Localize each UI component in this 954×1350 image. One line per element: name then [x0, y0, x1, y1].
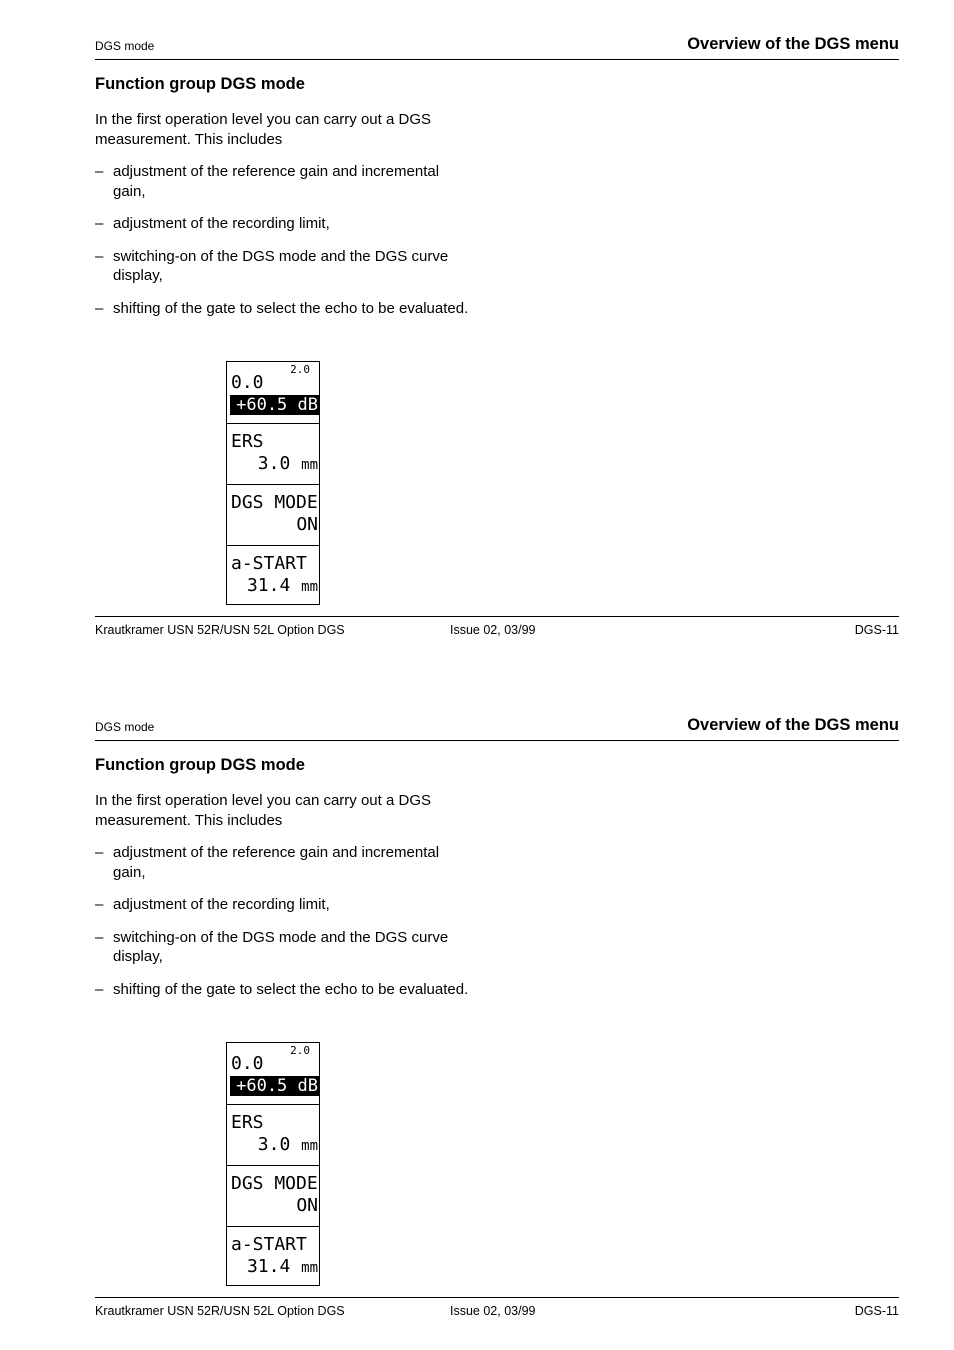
header-title: Overview of the DGS menu	[687, 35, 899, 53]
footer-issue: Issue 02, 03/99	[450, 623, 536, 637]
footer-product: Krautkramer USN 52R/USN 52L Option DGS	[95, 623, 345, 637]
manual-page-2	[0, 681, 954, 1341]
manual-page-1	[0, 0, 954, 660]
dgs-mode-value: ON	[296, 1195, 318, 1216]
a-start-cell	[227, 545, 319, 605]
footer-product: Krautkramer USN 52R/USN 52L Option DGS	[95, 1304, 345, 1318]
footer-page-number: DGS-11	[854, 1304, 899, 1318]
a-start-value: 31.4	[246, 1256, 291, 1277]
list-item: – switching-on of the DGS mode and the DGS curve display,	[95, 928, 449, 965]
dgs-mode-cell	[227, 1165, 319, 1226]
section-heading: Function group DGS mode	[95, 756, 305, 774]
footer-rule	[95, 616, 899, 617]
a-start-cell	[227, 1226, 319, 1286]
ers-label: ERS	[231, 1112, 264, 1133]
gain-total: +60.5 dB	[230, 1076, 320, 1096]
ers-value: 3.0	[257, 453, 291, 474]
footer-issue: Issue 02, 03/99	[450, 1304, 536, 1318]
dash-marker: –	[95, 928, 104, 946]
dgs-mode-cell	[227, 484, 319, 545]
a-start-value-row	[247, 577, 318, 596]
a-start-unit: mm	[301, 579, 318, 595]
dash-marker: –	[95, 299, 104, 317]
header-rule	[95, 740, 899, 741]
ers-cell	[227, 423, 319, 484]
gain-step: 2.0	[290, 1044, 310, 1057]
list-item: – adjustment of the recording limit,	[95, 215, 330, 232]
dash-marker: –	[95, 980, 104, 998]
list-item: – adjustment of the reference gain and incremental gain,	[95, 844, 440, 881]
list-item: – adjustment of the reference gain and incremental gain,	[95, 163, 440, 200]
section-heading: Function group DGS mode	[95, 75, 305, 93]
intro-paragraph: In the first operation level you can carry out a DGS measurement. This includes	[95, 111, 431, 148]
dash-marker: –	[95, 844, 104, 861]
dash-marker: –	[95, 247, 104, 265]
dgs-menu-display	[226, 1042, 320, 1286]
footer-rule	[95, 1297, 899, 1298]
gain-value: 0.0	[231, 1053, 264, 1074]
header-section: DGS mode	[95, 39, 155, 53]
a-start-value: 31.4	[246, 575, 291, 596]
footer-page-number: DGS-11	[854, 623, 899, 637]
gain-step: 2.0	[290, 363, 310, 376]
ers-cell	[227, 1104, 319, 1165]
dash-marker: –	[95, 163, 104, 180]
gain-value: 0.0	[231, 372, 264, 393]
a-start-label: a-START	[231, 553, 307, 574]
ers-value-row	[258, 455, 318, 474]
gain-cell	[227, 1043, 319, 1103]
dgs-mode-label: DGS MODE	[231, 492, 318, 513]
a-start-label: a-START	[231, 1234, 307, 1255]
intro-paragraph: In the first operation level you can carry out a DGS measurement. This includes	[95, 792, 431, 829]
gain-total: +60.5 dB	[230, 395, 320, 415]
header-title: Overview of the DGS menu	[687, 716, 899, 734]
list-item: – shifting of the gate to select the echo to be evaluated.	[95, 980, 469, 998]
ers-unit: mm	[301, 1138, 318, 1154]
dgs-mode-label: DGS MODE	[231, 1173, 318, 1194]
bullet-list	[95, 162, 475, 331]
dgs-mode-value: ON	[296, 514, 318, 535]
list-item: – shifting of the gate to select the echo to be evaluated.	[95, 299, 469, 317]
ers-unit: mm	[301, 457, 318, 473]
header-rule	[95, 59, 899, 60]
dash-marker: –	[95, 896, 104, 913]
bullet-list	[95, 843, 475, 1012]
ers-value: 3.0	[257, 1134, 291, 1155]
list-item: – adjustment of the recording limit,	[95, 896, 330, 913]
ers-label: ERS	[231, 431, 264, 452]
dash-marker: –	[95, 215, 104, 232]
gain-cell	[227, 362, 319, 422]
list-item: – switching-on of the DGS mode and the DGS curve display,	[95, 247, 449, 284]
a-start-unit: mm	[301, 1260, 318, 1276]
ers-value-row	[258, 1136, 318, 1155]
a-start-value-row	[247, 1258, 318, 1277]
dgs-menu-display	[226, 361, 320, 605]
header-section: DGS mode	[95, 720, 155, 734]
